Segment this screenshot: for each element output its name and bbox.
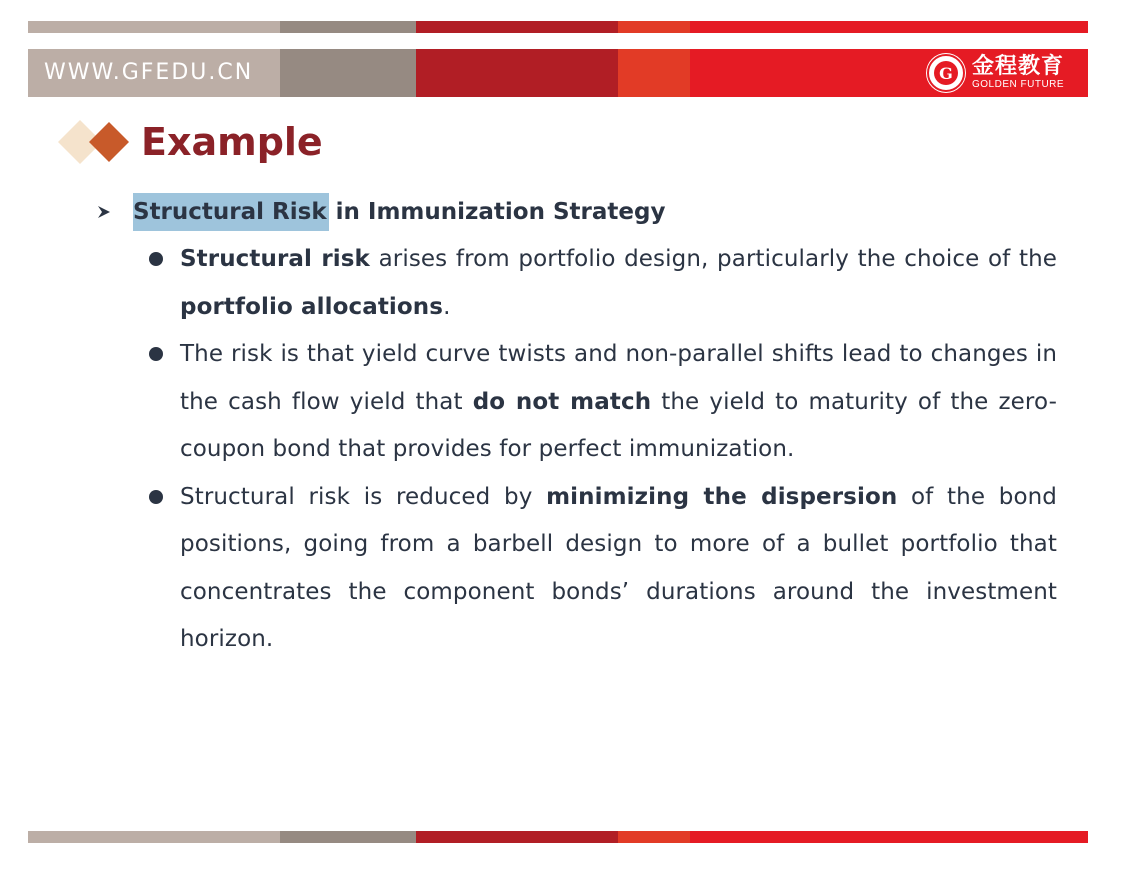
bold-term: minimizing the dispersion [546,483,898,510]
body-text: of the bond positions, going from a barbell design to more of a bullet portfolio that concentrates the component bonds’ durations around the investment horizon. [180,483,1057,652]
dot-bullet-icon [149,347,163,361]
list-item [147,236,1057,331]
bullet-text [180,236,1057,331]
dot-bullet-icon [149,252,163,266]
site-url: WWW.GFEDU.CN [44,60,254,85]
heading-highlight: Structural Risk [133,193,329,231]
logo-seal-icon [926,53,966,93]
heading-rest: in Immunization Strategy [335,199,666,225]
bullet-list [147,236,1057,664]
body-text: The risk is that yield curve twists and non-parallel shifts lead to changes in the cash flow yield that [180,341,1057,415]
logo-chinese-text: 金程教育 [972,54,1065,79]
bold-term: do not match [472,388,652,415]
section-heading [96,190,665,234]
body-text: . [443,293,451,320]
body-text: the yield to maturity of the zero-coupon bond that provides for perfect immunization. [180,388,1057,462]
logo-english-text: GOLDEN FUTURE [972,79,1065,90]
bullet-text [180,474,1057,664]
bold-term: Structural risk [180,246,370,272]
arrow-bullet-icon [96,204,133,220]
top-color-stripe [28,21,1088,33]
list-item [147,474,1057,664]
slide-title: Example [141,120,323,164]
body-text: Structural risk is reduced by [180,483,547,510]
company-logo [926,51,1076,95]
list-item [147,331,1057,474]
body-text: arises from portfolio design, particularly the choice of the [369,246,1058,272]
bullet-text [180,331,1057,474]
bold-term: portfolio allocations [180,293,444,320]
svg-text:G: G [939,64,953,83]
diamond-decor-icon [56,118,136,166]
bottom-color-stripe [28,831,1088,843]
dot-bullet-icon [149,490,163,504]
